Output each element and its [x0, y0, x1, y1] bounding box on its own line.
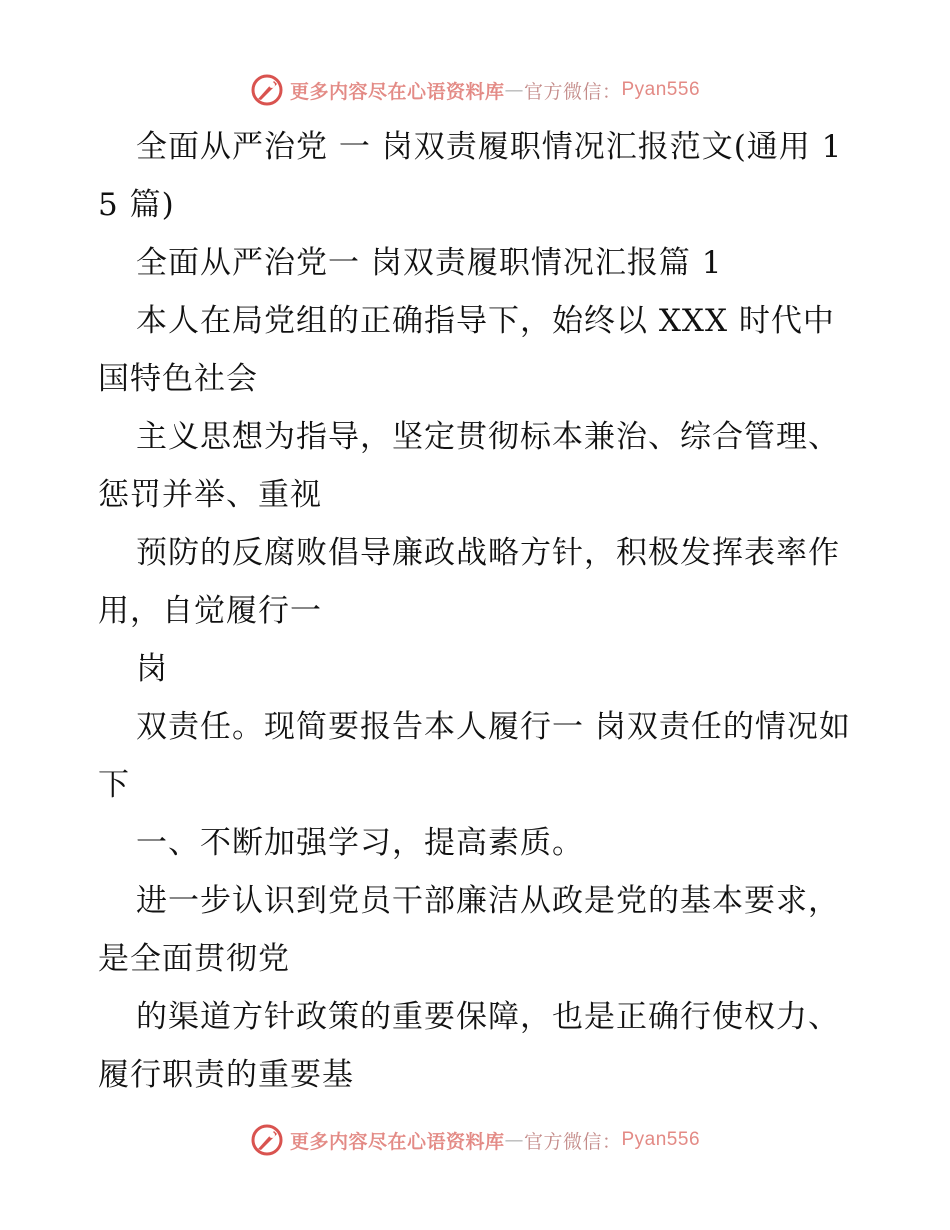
- body-paragraph: 预防的反腐败倡导廉政战略方针，积极发挥表率作用，自觉履行一: [98, 535, 840, 629]
- banner-wechat-label: 官方微信：: [523, 1130, 622, 1153]
- body-paragraph: 岗: [136, 651, 168, 687]
- banner-lead-text: 更多内容尽在心语资料库: [289, 80, 505, 103]
- quill-logo-icon: [250, 1123, 284, 1157]
- body-paragraph: 主义思想为指导，坚定贯彻标本兼治、综合管理、惩罚并举、重视: [98, 419, 840, 513]
- banner-separator: —: [504, 79, 524, 101]
- section-heading: 全面从严治党一 岗双责履职情况汇报篇 1: [136, 245, 723, 281]
- body-paragraph: 本人在局党组的正确指导下，始终以 XXX 时代中国特色社会: [98, 303, 835, 397]
- body-paragraph: 的渠道方针政策的重要保障，也是正确行使权力、履行职责的重要基: [98, 999, 840, 1093]
- banner-wechat-label: 官方微信：: [523, 80, 622, 103]
- subsection-heading: 一、不断加强学习，提高素质。: [136, 825, 584, 861]
- footer-banner: [0, 1120, 950, 1160]
- banner-lead-text: 更多内容尽在心语资料库: [289, 1130, 505, 1153]
- document-body: [98, 118, 858, 1104]
- header-banner: [0, 70, 950, 110]
- banner-separator: —: [504, 1129, 524, 1151]
- document-title: 全面从严治党 一 岗双责履职情况汇报范文(通用 15 篇): [98, 129, 843, 223]
- quill-logo-icon: [250, 73, 284, 107]
- banner-wechat-handle: Pyan556: [621, 1129, 701, 1150]
- body-paragraph: 双责任。现简要报告本人履行一 岗双责任的情况如下: [98, 709, 851, 803]
- body-paragraph: 进一步认识到党员干部廉洁从政是党的基本要求，是全面贯彻党: [98, 883, 840, 977]
- banner-wechat-handle: Pyan556: [621, 79, 701, 100]
